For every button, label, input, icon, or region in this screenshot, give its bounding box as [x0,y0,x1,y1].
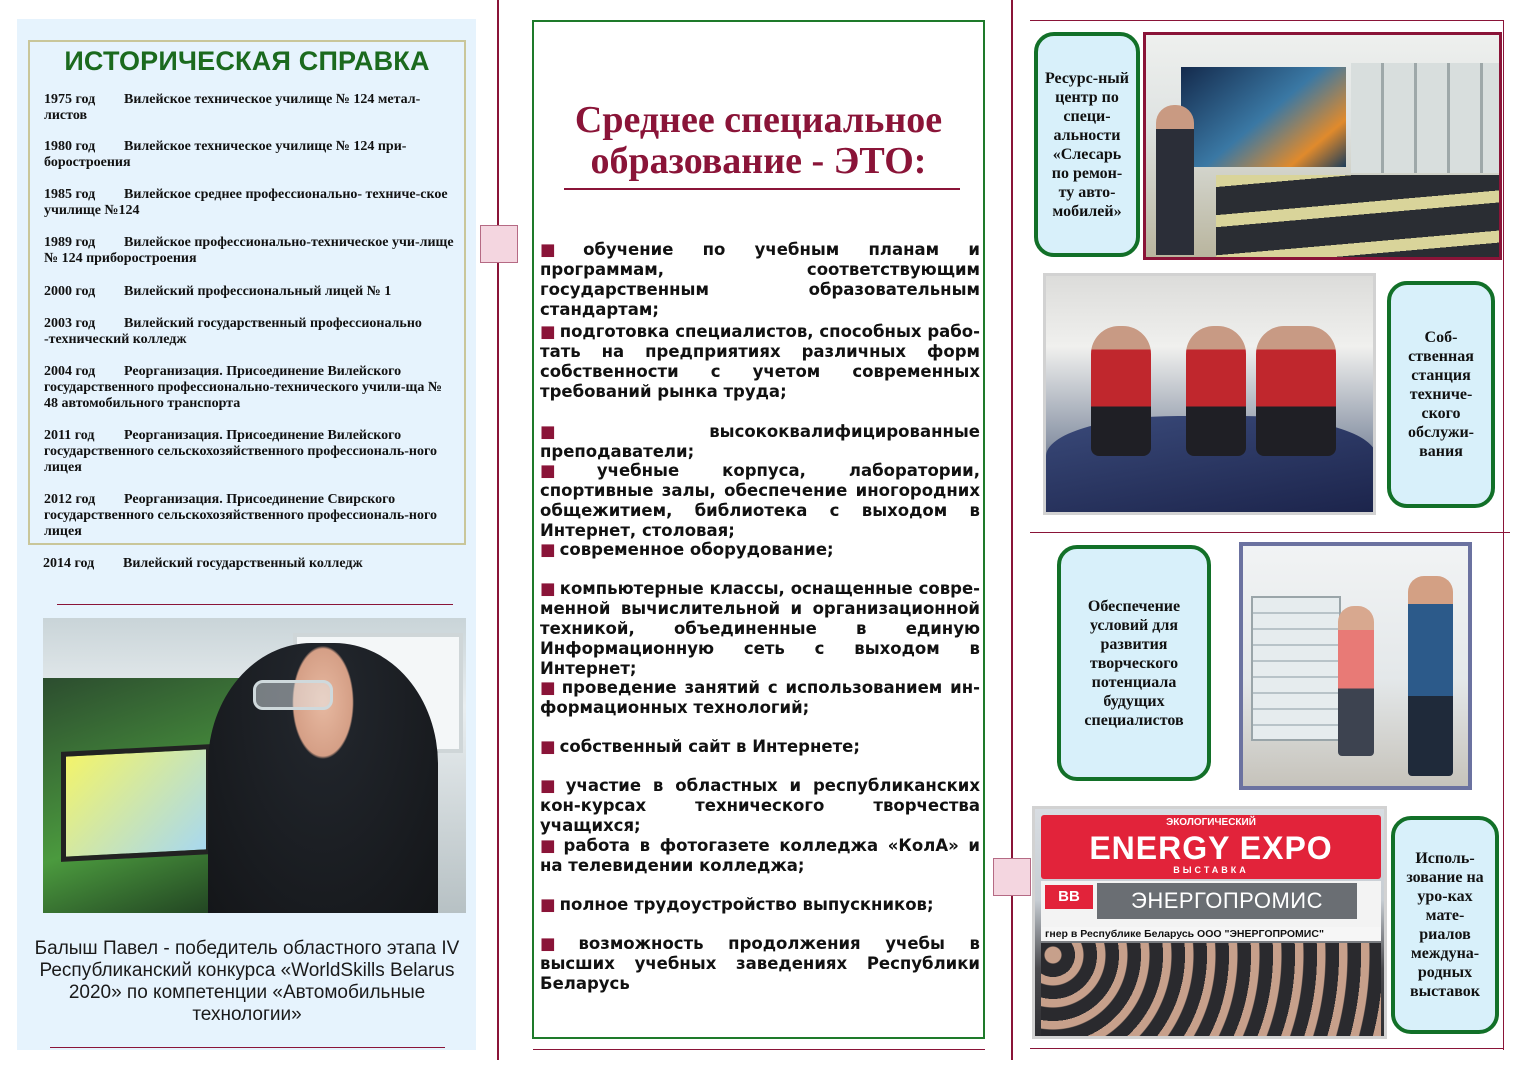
expo-partner-text: гнер в Республике Беларусь ООО "ЭНЕРГОПРОМИС" [1041,927,1381,941]
service-station-caption: Соб-ственная станция техниче-ского обслужи-вания [1387,281,1495,508]
benefit-item: ■ компьютерные классы, оснащенные совре-менной вычислительной и организационной техникой, объединенные в единую Информационную сеть с выходом в Интернет; [540,579,980,678]
history-entry: 1975 год Вилейское техническое училище № 124 метал-листов [44,92,421,123]
mechanics-photo [1043,273,1376,515]
benefit-item: ■ учебные корпуса, лаборатории, спортивные залы, обеспечение иногородних общежитием, библиотека с выходом в Интернет, столовая; [540,461,980,540]
benefit-item: ■ проведение занятий с использованием ин-формационных технологий; [540,678,980,717]
benefit-item: ■ подготовка специалистов, способных рабо-тать на предприятиях различных форм собственности с учетом современных требований рынка труда; [540,322,980,401]
history-entry: 2012 год Реорганизация. Присоединение Свирского государственного сельскохозяйственного профессиональ-ного лицея [44,492,437,539]
left-bottom-rule [50,1047,445,1048]
benefit-item: ■ современное оборудование; [540,540,834,559]
middle-bottom-rule [533,1049,985,1050]
creative-caption: Обеспечение условий для развития творческого потенциала будущих специалистов [1057,545,1211,781]
history-entry: 2011 год Реорганизация. Присоединение Вилейского государственного сельскохозяйственного профессиональ-ного лицея [44,428,437,475]
history-title: ИСТОРИЧЕСКАЯ СПРАВКА [64,46,430,76]
benefit-item: ■ участие в областных и республиканских кон-курсах технического творчества учащихся; [540,776,980,835]
history-entry: 2004 год Реорганизация. Присоединение Вилейского государственного профессионально-технического учили-ща № 48 автомобильного транспорта [44,364,442,411]
lab-photo [1239,542,1472,790]
expo-crowd [1041,943,1381,1036]
decor-square [480,225,518,263]
worker-caption: Балыш Павел - победитель областного этапа IV Республиканский конкурса «WorldSkills Belarus 2020» по компетенции «Автомобильные технологии» [34,938,460,1025]
bb-logo: BB [1045,885,1093,909]
right-middle-rule [1030,532,1510,533]
history-entry: 1985 год Вилейское среднее профессионально- техниче-ское училище №124 [44,187,448,218]
exhibitions-caption: Исполь-зование на уро-ках мате-риалов междуна-родных выставок [1391,816,1499,1034]
history-entry: 2003 год Вилейский государственный профессионально -технический колледж [44,316,422,347]
benefit-item: ■ полное трудоустройство выпускников; [540,895,934,914]
history-entry: 2014 год Вилейский государственный колледж [43,556,363,571]
expo-photo [1032,806,1387,1039]
title-rule [564,188,960,190]
expo-banner: ЭКОЛОГИЧЕСКИЙ ENERGY EXPO ВЫСТАВКА [1041,815,1381,879]
history-entry: 1980 год Вилейское техническое училище № 124 при-боростроения [44,139,407,170]
left-separator [57,604,453,605]
right-border [1503,20,1504,1050]
expo-brand: ЭНЕРГОПРОМИС [1097,883,1357,919]
history-box [28,40,466,545]
expo-sign [1041,881,1381,927]
left-divider [497,0,499,1060]
worker-photo [43,618,466,913]
classroom-photo [1143,32,1502,260]
middle-box [532,20,985,1039]
right-top-rule [1030,20,1503,21]
right-bottom-rule [1030,1048,1503,1049]
history-entry: 1989 год Вилейское профессионально-техническое учи-лище № 124 приборостроения [44,235,454,266]
history-entry: 2000 год Вилейский профессиональный лицей № 1 [44,284,392,299]
benefit-item: ■ обучение по учебным планам и программам, соответствующим государственным образовательным стандартам; [540,240,980,319]
decor-square [993,858,1031,896]
benefit-item: ■ собственный сайт в Интернете; [540,737,860,756]
benefit-item: ■ возможность продолжения учебы в высших учебных заведениях Республики Беларусь [540,934,980,993]
right-divider [1011,0,1013,1060]
middle-title: Среднее специальное образование - ЭТО: [574,99,943,182]
resource-center-caption: Ресурс-ный центр по специ-альности «Слесарь по ремон-ту авто-мобилей» [1034,32,1140,257]
benefit-item: ■ работа в фотогазете колледжа «КолА» и на телевидении колледжа; [540,836,980,875]
benefit-item: ■ высококвалифицированные преподаватели; [540,422,980,461]
